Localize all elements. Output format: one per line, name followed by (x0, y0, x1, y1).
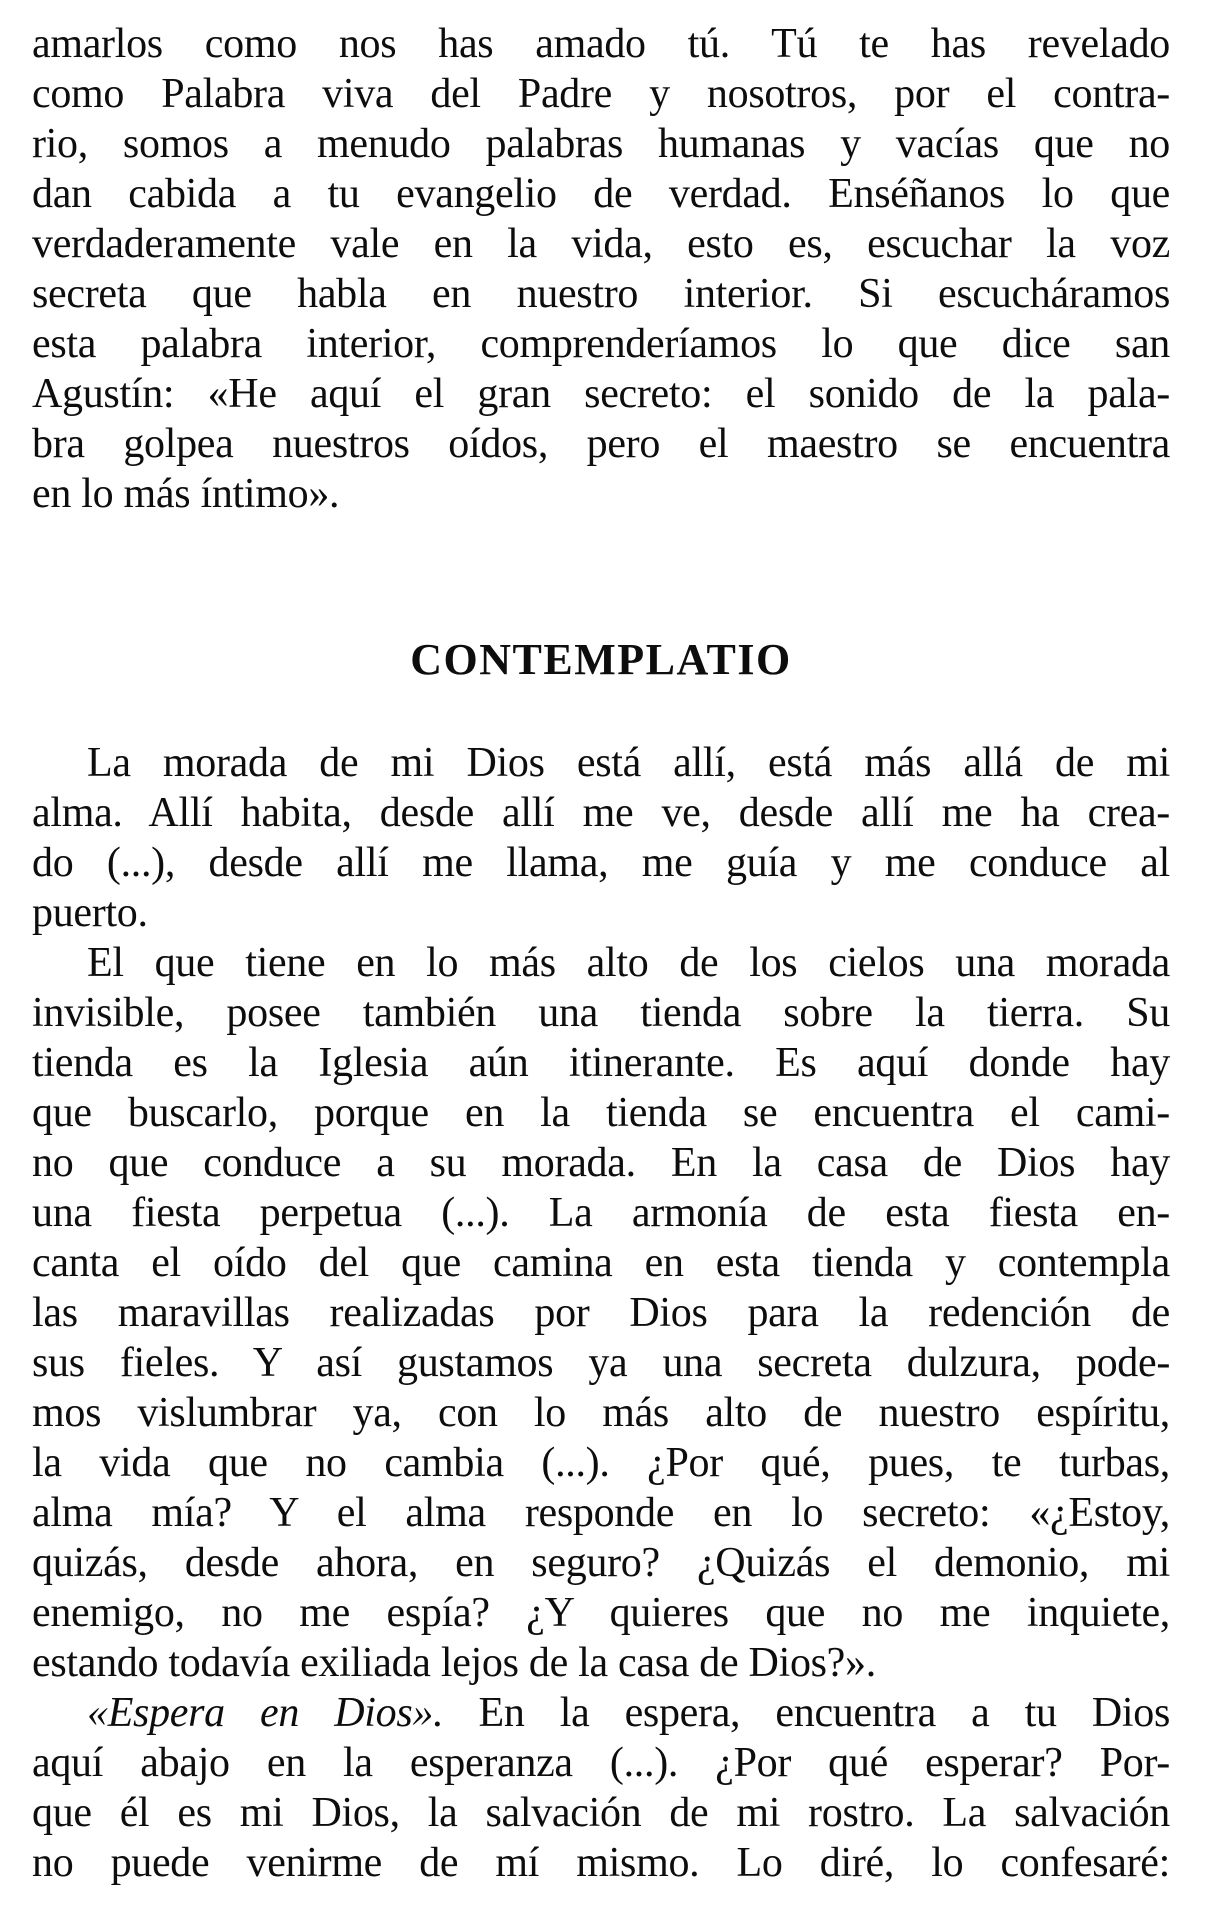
text-line: esta palabra interior, comprenderíamos lo que dice san (32, 321, 1170, 367)
paragraph-1 (32, 738, 1170, 938)
text-line: que buscarlo, porque en la tienda se encuentra el cami- (32, 1090, 1170, 1136)
text-line: invisible, posee también una tienda sobre la tierra. Su (32, 990, 1170, 1036)
paragraph-2 (32, 938, 1170, 1688)
italic-text-segment: «Espera en Dios». (87, 1690, 444, 1736)
text-line: la vida que no cambia (...). ¿Por qué, pues, te turbas, (32, 1440, 1170, 1486)
text-line: secreta que habla en nuestro interior. Si escucháramos (32, 271, 1170, 317)
text-line: El que tiene en lo más alto de los cielos una morada (87, 940, 1170, 986)
text-line: tienda es la Iglesia aún itinerante. Es aquí donde hay (32, 1040, 1170, 1086)
text-line: quizás, desde ahora, en seguro? ¿Quizás el demonio, mi (32, 1540, 1170, 1586)
text-line: bra golpea nuestros oídos, pero el maestro se encuentra (32, 421, 1170, 467)
text-line (32, 1688, 1170, 1738)
text-line: una fiesta perpetua (...). La armonía de esta fiesta en- (32, 1190, 1170, 1236)
text-line: mos vislumbrar ya, con lo más alto de nuestro espíritu, (32, 1390, 1170, 1436)
text-line: enemigo, no me espía? ¿Y quieres que no me inquiete, (32, 1590, 1170, 1636)
text-line: alma mía? Y el alma responde en lo secreto: «¿Estoy, (32, 1490, 1170, 1536)
text-line: aquí abajo en la esperanza (...). ¿Por qué esperar? Por- (32, 1740, 1170, 1786)
text-line: amarlos como nos has amado tú. Tú te has revelado (32, 21, 1170, 67)
text-line: La morada de mi Dios está allí, está más allá de mi (87, 740, 1170, 786)
text-line: Agustín: «He aquí el gran secreto: el sonido de la pala- (32, 371, 1170, 417)
text-line: canta el oído del que camina en esta tienda y contempla (32, 1240, 1170, 1286)
text-segment: En la espera, encuentra a tu Dios (443, 1690, 1170, 1736)
text-line: no puede venirme de mí mismo. Lo diré, lo confesaré: (32, 1840, 1170, 1886)
section-heading: CONTEMPLATIO (410, 635, 792, 684)
text-line: estando todavía exiliada lejos de la casa de Dios?». (32, 1640, 876, 1686)
text-line: sus fieles. Y así gustamos ya una secreta dulzura, pode- (32, 1340, 1170, 1386)
text-line: puerto. (32, 890, 148, 936)
text-line: rio, somos a menudo palabras humanas y vacías que no (32, 121, 1170, 167)
paragraph-3 (32, 1688, 1170, 1888)
text-line: verdaderamente vale en la vida, esto es, escuchar la voz (32, 221, 1170, 267)
text-line: no que conduce a su morada. En la casa de Dios hay (32, 1140, 1170, 1186)
text-line: las maravillas realizadas por Dios para la redención de (32, 1290, 1170, 1336)
continuation-paragraph (32, 19, 1170, 519)
text-line: como Palabra viva del Padre y nosotros, por el contra- (32, 71, 1170, 117)
text-line: en lo más íntimo». (32, 471, 340, 517)
text-line: que él es mi Dios, la salvación de mi rostro. La salvación (32, 1790, 1170, 1836)
text-line: alma. Allí habita, desde allí me ve, desde allí me ha crea- (32, 790, 1170, 836)
text-line: dan cabida a tu evangelio de verdad. Enséñanos lo que (32, 171, 1170, 217)
text-line: do (...), desde allí me llama, me guía y me conduce al (32, 840, 1170, 886)
